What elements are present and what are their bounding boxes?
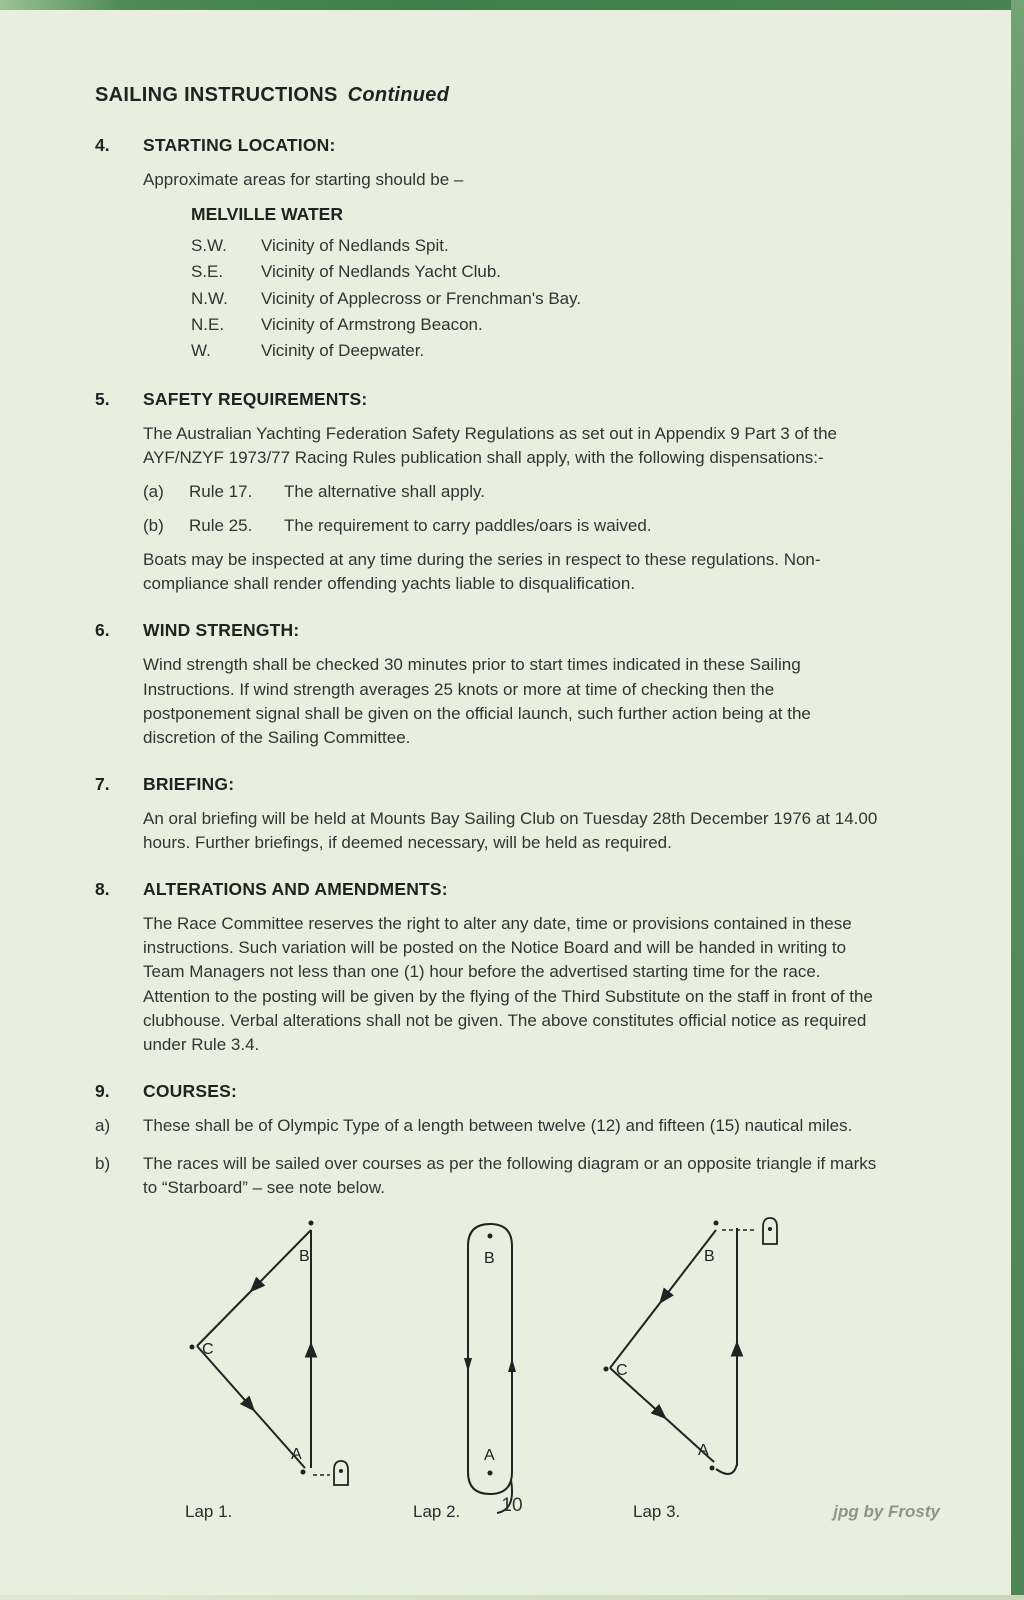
location-description: Vicinity of Nedlands Spit. xyxy=(261,235,449,255)
lap1-caption: Lap 1. xyxy=(185,1502,233,1522)
melville-water-block xyxy=(191,202,886,365)
safety-paragraph-2: Boats may be inspected at any time during the series in respect to these regulations. Non-compliance shall render offending yachts liable to disqualification. xyxy=(143,550,821,594)
lap2-arrow-up xyxy=(508,1358,516,1372)
location-direction: N.W. xyxy=(191,288,228,308)
course-item-b xyxy=(95,1152,886,1200)
lap3-mark-c-dot xyxy=(604,1367,609,1372)
course-item-text: The races will be sailed over courses as per the following diagram or an opposite triangle if marks to “Starboard” – see note below. xyxy=(143,1154,877,1198)
lap1-mark-c-dot xyxy=(190,1345,195,1350)
lap2-mark-b-label: B xyxy=(484,1250,495,1268)
section-starting-location xyxy=(95,135,886,365)
lap1-mark-c-label: C xyxy=(202,1341,214,1359)
lap3-course-diagram xyxy=(604,1218,778,1474)
section-7-title: BRIEFING: xyxy=(143,773,235,794)
section-6-heading xyxy=(95,620,886,641)
section-6-body xyxy=(143,653,886,750)
section-safety-requirements xyxy=(95,389,886,597)
section-briefing xyxy=(95,774,886,855)
dispensation-text: The alternative shall apply. xyxy=(284,481,485,501)
lap1-leg-b-to-c xyxy=(197,1230,311,1346)
section-8-heading xyxy=(95,879,886,900)
lap3-caption: Lap 3. xyxy=(633,1502,681,1522)
lap3-mark-a-label: A xyxy=(698,1442,709,1460)
location-description: Vicinity of Deepwater. xyxy=(261,341,425,361)
lap3-mark-c-label: C xyxy=(616,1362,628,1380)
section-courses xyxy=(95,1081,886,1200)
briefing-paragraph: An oral briefing will be held at Mounts Bay Sailing Club on Tuesday 28th December 1976 at 14.00 hours. Further briefings, if deemed necessary, will be held as required. xyxy=(143,808,878,853)
section-6-number: 6. xyxy=(95,620,110,641)
lap1-mark-b-dot xyxy=(309,1221,314,1226)
scan-watermark: jpg by Frosty xyxy=(833,1502,940,1521)
lap1-leg-c-to-a xyxy=(197,1346,305,1468)
course-item-text: These shall be of Olympic Type of a length between twelve (12) and fifteen (15) nautical miles. xyxy=(143,1115,853,1135)
lap2-mark-a-label: A xyxy=(484,1447,495,1465)
lap2-mark-b-dot xyxy=(488,1234,493,1239)
wind-strength-paragraph: Wind strength shall be checked 30 minutes prior to start times indicated in these Sailing Instructions. If wind strength averages 25 knots or more at time of checking then the postponement signal shall be given on the official launch, such further action being at the discretion of the Sailing Committee. xyxy=(143,655,811,747)
dispensation-rule: Rule 25. xyxy=(189,516,253,536)
location-row xyxy=(191,312,886,338)
location-direction: S.W. xyxy=(191,235,227,255)
dispensation-row xyxy=(143,514,886,538)
section-7-number: 7. xyxy=(95,773,110,794)
lap1-mark-a-label: A xyxy=(291,1446,302,1464)
page-title-main: SAILING INSTRUCTIONS xyxy=(95,84,338,106)
section-wind-strength xyxy=(95,620,886,750)
area-title: MELVILLE WATER xyxy=(191,204,343,225)
location-direction: S.E. xyxy=(191,262,224,282)
location-direction: N.E. xyxy=(191,315,225,334)
section-7-heading xyxy=(95,774,886,795)
section-5-title: SAFETY REQUIREMENTS: xyxy=(143,388,368,409)
lap2-mark-a-dot xyxy=(488,1471,493,1476)
dispensation-row xyxy=(143,480,886,504)
location-row xyxy=(191,338,886,364)
location-row xyxy=(191,233,886,259)
lap3-bottom-curve xyxy=(716,1464,737,1474)
lap3-committee-boat-icon xyxy=(763,1218,777,1244)
page-title xyxy=(95,84,886,107)
lap3-mark-a-dot xyxy=(710,1466,715,1471)
section-4-title: STARTING LOCATION: xyxy=(143,135,336,155)
lap3-leg-b-to-c xyxy=(610,1230,716,1368)
section-8-number: 8. xyxy=(95,879,110,900)
location-direction: W. xyxy=(191,341,211,361)
location-row xyxy=(191,259,886,285)
lap1-mark-b-label: B xyxy=(299,1248,310,1266)
section-8-title: ALTERATIONS AND AMENDMENTS: xyxy=(143,879,448,900)
lap3-mark-b-dot xyxy=(714,1221,719,1226)
safety-paragraph-1: The Australian Yachting Federation Safety Regulations as set out in Appendix 9 Part 3 of the AYF/NZYF 1973/77 Racing Rules publication shall apply, with the following dispensations:- xyxy=(143,423,837,467)
lap2-arrow-down xyxy=(464,1358,472,1372)
section-4-heading xyxy=(95,135,886,156)
course-item-label: b) xyxy=(95,1154,111,1174)
location-description: Vicinity of Applecross or Frenchman's Bay. xyxy=(261,288,582,308)
page-number: 10 xyxy=(501,1495,523,1516)
dispensation-label: (b) xyxy=(143,516,164,536)
lap3-mark-b-label: B xyxy=(704,1248,715,1266)
section-alterations-amendments xyxy=(95,879,886,1057)
section-8-body xyxy=(143,912,886,1057)
section-5-heading xyxy=(95,389,886,410)
section-5-body xyxy=(143,422,886,597)
section-4-number: 4. xyxy=(95,135,110,155)
section-5-number: 5. xyxy=(95,388,110,409)
section-4-body xyxy=(143,168,886,365)
dispensation-label: (a) xyxy=(143,481,164,501)
section-9-title: COURSES: xyxy=(143,1080,237,1101)
lap1-committee-boat-icon xyxy=(334,1461,348,1485)
starting-location-intro: Approximate areas for starting should be – xyxy=(143,170,464,189)
course-item-a xyxy=(95,1114,886,1138)
section-9-heading xyxy=(95,1081,886,1102)
scan-edge-bottom xyxy=(0,1595,1024,1600)
lap2-course-diagram xyxy=(464,1224,516,1513)
lap2-caption: Lap 2. xyxy=(413,1502,461,1522)
section-7-body xyxy=(143,807,886,855)
dispensation-text: The requirement to carry paddles/oars is waived. xyxy=(284,516,652,536)
section-6-title: WIND STRENGTH: xyxy=(143,620,300,641)
location-description: Vicinity of Nedlands Yacht Club. xyxy=(261,262,502,282)
location-row xyxy=(191,286,886,312)
section-9-number: 9. xyxy=(95,1080,110,1101)
page-title-continued: Continued xyxy=(347,84,450,106)
dispensation-rule: Rule 17. xyxy=(189,481,253,501)
course-item-label: a) xyxy=(95,1115,111,1135)
location-description: Vicinity of Armstrong Beacon. xyxy=(261,315,483,334)
lap1-mark-a-dot xyxy=(301,1470,306,1475)
alterations-paragraph: The Race Committee reserves the right to alter any date, time or provisions contained in these instructions. Such variation will be posted on the Notice Board and will be handed in writing to Team Managers not less than one (1) hour before the advertised starting time for the race. Attention to the posting will be given by the flying of the Third Substitute on the staff in front of the clubhouse. Verbal alterations shall not be given. The above constitutes official notice as required under Rule 3.4. xyxy=(143,914,873,1054)
